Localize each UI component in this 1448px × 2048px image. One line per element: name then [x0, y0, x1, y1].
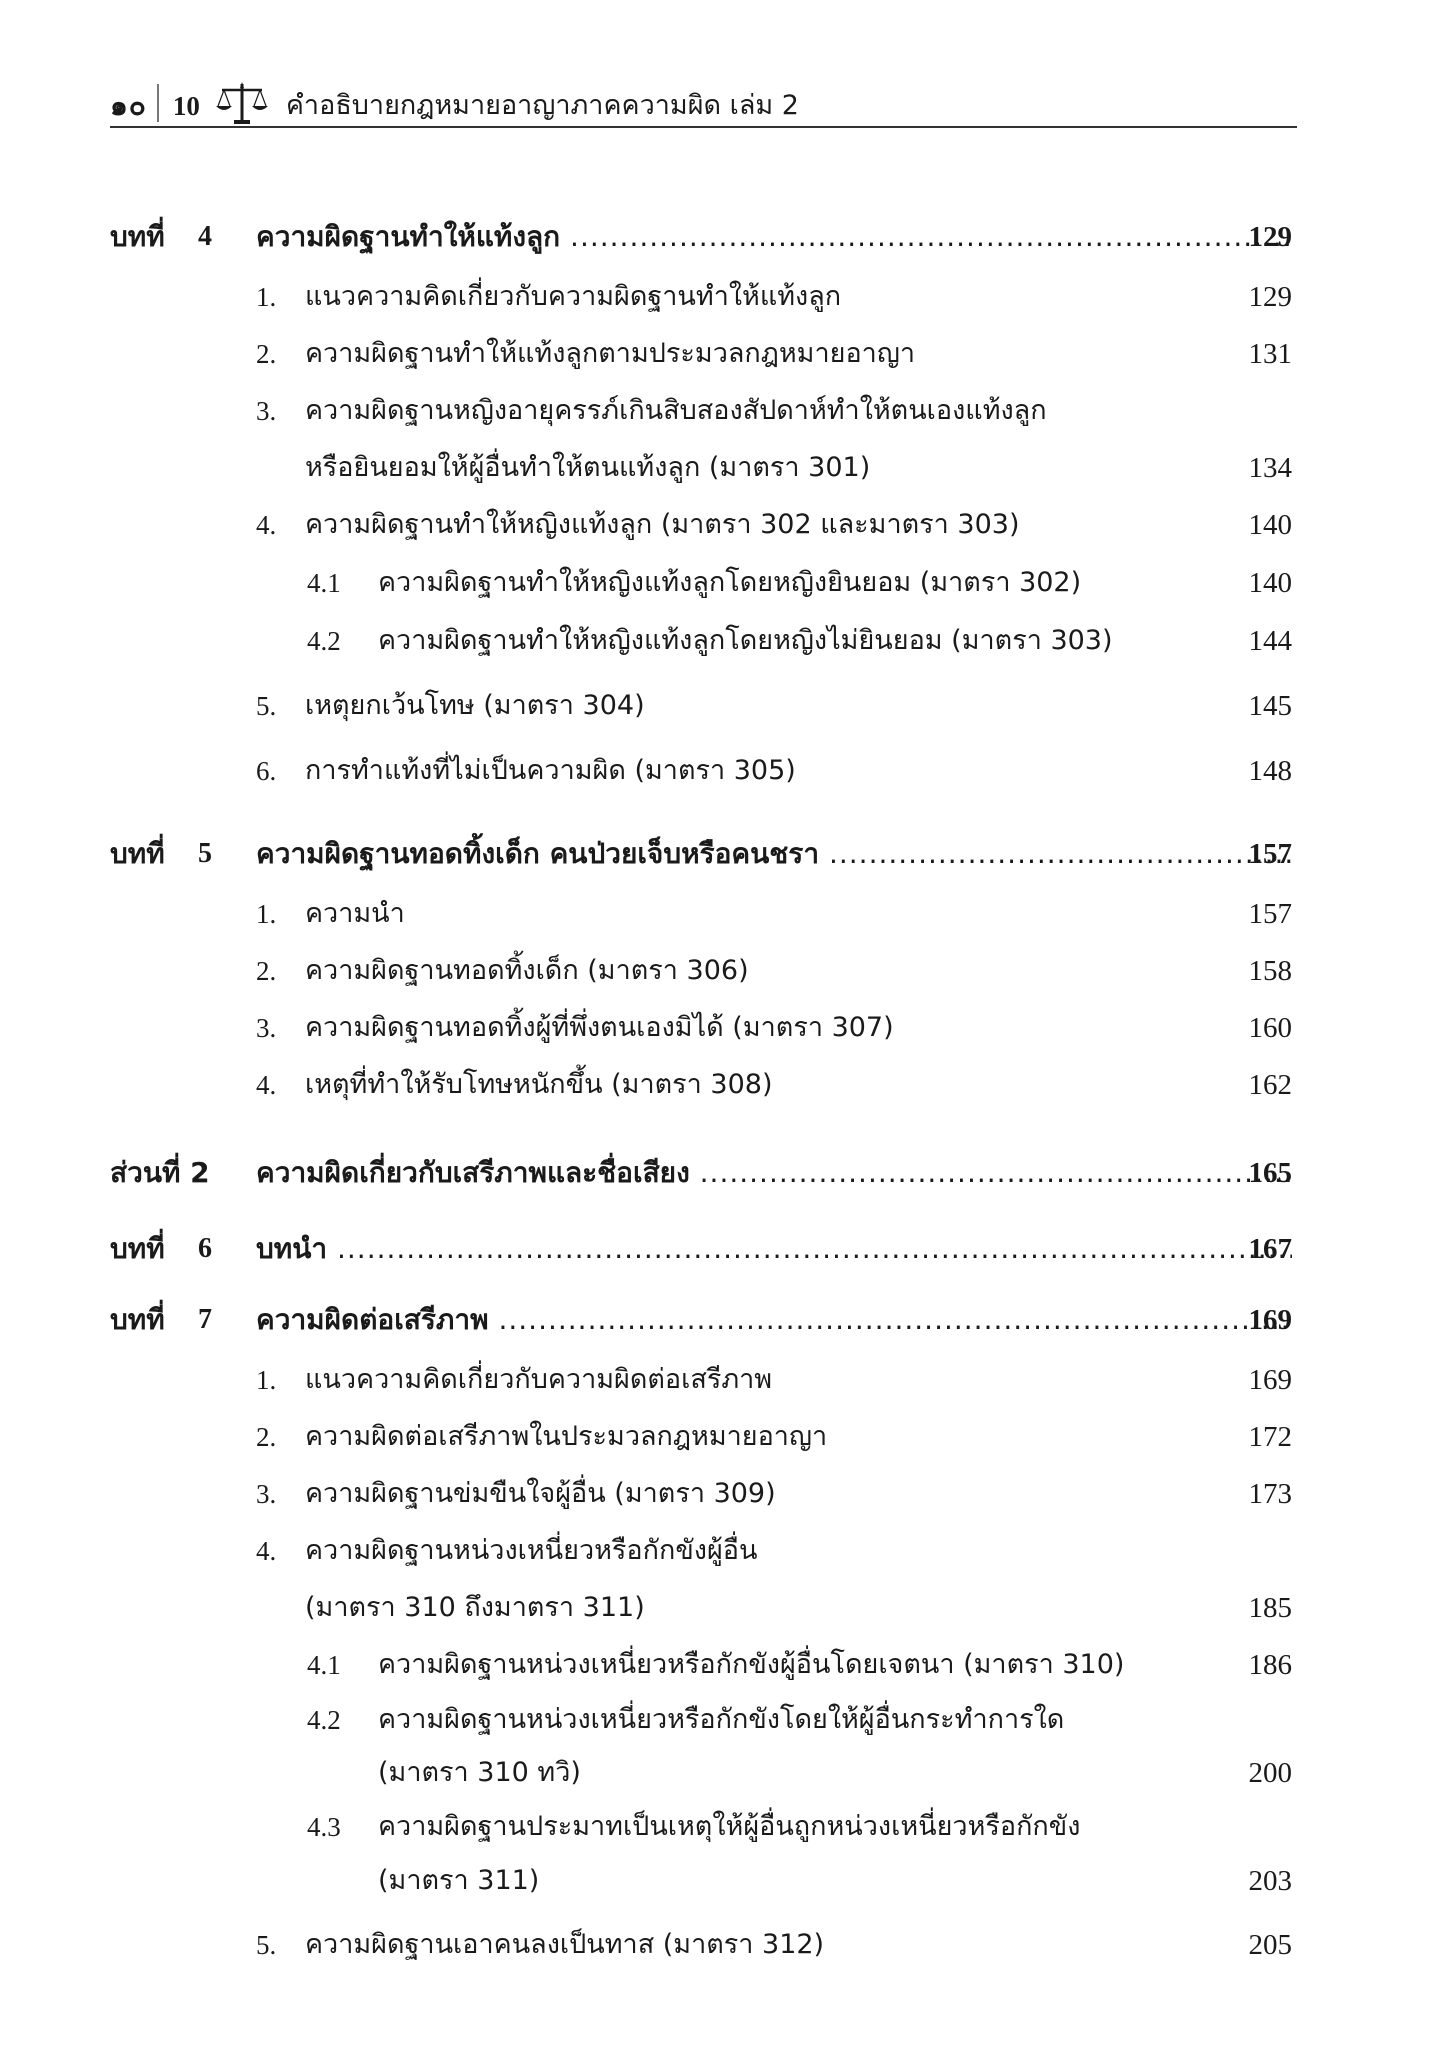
- book-title: คำอธิบายกฎหมายอาญาภาคความผิด เล่ม 2: [285, 90, 799, 121]
- item-text: ความผิดฐานหน่วงเหนี่ยวหรือกักขังผู้อื่น: [305, 1535, 758, 1566]
- toc-item[interactable]: [0, 1922, 1448, 1968]
- item-number: 4.1: [307, 568, 341, 598]
- chapter-number: 6: [198, 1233, 212, 1264]
- toc-chapter-5[interactable]: [0, 831, 1448, 877]
- toc-item[interactable]: [0, 1005, 1448, 1051]
- item-text: ความผิดฐานหน่วงเหนี่ยวหรือกักขังผู้อื่นโดยเจตนา (มาตรา 310): [378, 1649, 1125, 1680]
- item-number: 4.: [256, 1070, 277, 1100]
- page-ref: 162: [1248, 1069, 1292, 1101]
- toc-subitem[interactable]: [0, 560, 1448, 606]
- page-ref: 129: [1248, 281, 1292, 313]
- chapter-title: ความผิดฐานทำให้แท้งลูก .....: [256, 214, 1292, 260]
- item-text: แนวความคิดเกี่ยวกับความผิดฐานทำให้แท้งลูก: [305, 281, 842, 312]
- part-title: ความผิดเกี่ยวกับเสรีภาพและชื่อเสียง .....: [256, 1150, 1292, 1196]
- page-ref: 144: [1248, 625, 1292, 657]
- page-ref: 185: [1248, 1592, 1292, 1624]
- toc-item-continuation[interactable]: [0, 1585, 1448, 1631]
- item-text: เหตุยกเว้นโทษ (มาตรา 304): [305, 690, 645, 721]
- chapter-number: 5: [198, 838, 212, 869]
- item-text: ความผิดฐานทอดทิ้งผู้ที่พึ่งตนเองมิได้ (มาตรา 307): [305, 1012, 894, 1043]
- page-ref: 165: [1248, 1157, 1292, 1189]
- leader-dots: [690, 1156, 1292, 1189]
- toc-part-2[interactable]: [0, 1150, 1448, 1196]
- item-text: ความผิดต่อเสรีภาพในประมวลกฎหมายอาญา: [305, 1421, 828, 1452]
- page-ref: 129: [1248, 221, 1292, 253]
- toc-item[interactable]: [0, 1471, 1448, 1517]
- toc-item[interactable]: [0, 1357, 1448, 1403]
- item-number: 1.: [256, 1365, 277, 1395]
- page-ref: 160: [1248, 1012, 1292, 1044]
- item-number: 5.: [256, 1930, 277, 1960]
- toc-item[interactable]: [0, 502, 1448, 548]
- toc-item[interactable]: [0, 683, 1448, 729]
- page-ref: 140: [1248, 567, 1292, 599]
- page-ref: 186: [1248, 1649, 1292, 1681]
- item-text: ความนำ: [305, 898, 405, 929]
- item-text: ความผิดฐานทำให้หญิงแท้งลูกโดยหญิงยินยอม (มาตรา 302): [378, 567, 1082, 598]
- toc-subitem[interactable]: [0, 1804, 1448, 1850]
- item-number: 5.: [256, 691, 277, 721]
- item-text: ความผิดฐานเอาคนลงเป็นทาส (มาตรา 312): [305, 1929, 825, 1960]
- chapter-label: บทที่: [110, 1303, 165, 1336]
- toc-subitem-continuation[interactable]: [0, 1750, 1448, 1796]
- page-ref: 169: [1248, 1304, 1292, 1336]
- item-text: เหตุที่ทำให้รับโทษหนักขึ้น (มาตรา 308): [305, 1069, 773, 1100]
- item-number: 4.1: [307, 1650, 341, 1680]
- toc-subitem[interactable]: [0, 618, 1448, 664]
- item-text: ความผิดฐานหญิงอายุครรภ์เกินสิบสองสัปดาห์ทำให้ตนเองแท้งลูก: [305, 395, 1047, 426]
- item-number: 1.: [256, 282, 277, 312]
- item-text-continued: หรือยินยอมให้ผู้อื่นทำให้ตนแท้งลูก (มาตรา 301): [305, 452, 871, 483]
- toc-item[interactable]: [0, 748, 1448, 794]
- item-text: ความผิดฐานทำให้หญิงแท้งลูกโดยหญิงไม่ยินยอม (มาตรา 303): [378, 625, 1113, 656]
- item-text: ความผิดฐานหน่วงเหนี่ยวหรือกักขังโดยให้ผู้อื่นกระทำการใด: [378, 1704, 1065, 1735]
- item-number: 3.: [256, 1013, 277, 1043]
- item-number: 4.2: [307, 626, 341, 656]
- item-text-continued: (มาตรา 311): [378, 1865, 540, 1896]
- toc-chapter-4[interactable]: [0, 214, 1448, 260]
- page-ref: 140: [1248, 509, 1292, 541]
- toc-item[interactable]: [0, 1414, 1448, 1460]
- item-text: ความผิดฐานประมาทเป็นเหตุให้ผู้อื่นถูกหน่วงเหนี่ยวหรือกักขัง: [378, 1811, 1081, 1842]
- page-ref: 158: [1248, 955, 1292, 987]
- toc-subitem-continuation[interactable]: [0, 1858, 1448, 1904]
- item-number: 4.2: [307, 1705, 341, 1735]
- item-number: 4.3: [307, 1812, 341, 1842]
- page-ref: 172: [1248, 1421, 1292, 1453]
- item-text-continued: (มาตรา 310 ทวิ): [378, 1757, 581, 1788]
- chapter-label: บทที่: [110, 220, 165, 253]
- item-text: การทำแท้งที่ไม่เป็นความผิด (มาตรา 305): [305, 755, 796, 786]
- toc-chapter-7[interactable]: [0, 1297, 1448, 1343]
- leader-dots: [819, 837, 1292, 870]
- chapter-label: บทที่: [110, 1232, 165, 1265]
- item-number: 3.: [256, 1479, 277, 1509]
- leader-dots: [560, 220, 1292, 253]
- chapter-title: บทนำ .....: [256, 1226, 1292, 1272]
- item-text: แนวความคิดเกี่ยวกับความผิดต่อเสรีภาพ: [305, 1364, 773, 1395]
- toc-item[interactable]: [0, 331, 1448, 377]
- item-number: 4.: [256, 1536, 277, 1566]
- toc-item[interactable]: [0, 1528, 1448, 1574]
- page-ref: 145: [1248, 690, 1292, 722]
- item-text: ความผิดฐานทำให้หญิงแท้งลูก (มาตรา 302 และมาตรา 303): [305, 509, 1020, 540]
- chapter-title: ความผิดต่อเสรีภาพ .....: [256, 1297, 1292, 1343]
- toc-item[interactable]: [0, 891, 1448, 937]
- toc-item[interactable]: [0, 274, 1448, 320]
- item-number: 4.: [256, 510, 277, 540]
- item-text: ความผิดฐานข่มขืนใจผู้อื่น (มาตรา 309): [305, 1478, 776, 1509]
- item-number: 1.: [256, 899, 277, 929]
- page-ref: 148: [1248, 755, 1292, 787]
- item-number: 6.: [256, 756, 277, 786]
- item-text: ความผิดฐานทำให้แท้งลูกตามประมวลกฎหมายอาญา: [305, 338, 916, 369]
- page-ref: 157: [1248, 898, 1292, 930]
- item-text: ความผิดฐานทอดทิ้งเด็ก (มาตรา 306): [305, 955, 749, 986]
- toc-subitem[interactable]: [0, 1697, 1448, 1743]
- item-number: 2.: [256, 1422, 277, 1452]
- part-label: ส่วนที่ 2: [110, 1156, 210, 1189]
- page-ref: 173: [1248, 1478, 1292, 1510]
- toc-subitem[interactable]: [0, 1642, 1448, 1688]
- item-number: 3.: [256, 396, 277, 426]
- page-ref: 203: [1248, 1865, 1292, 1897]
- item-text-continued: (มาตรา 310 ถึงมาตรา 311): [305, 1592, 645, 1623]
- item-number: 2.: [256, 339, 277, 369]
- item-number: 2.: [256, 956, 277, 986]
- page-ref: 169: [1248, 1364, 1292, 1396]
- thai-page-number: ๑๐: [110, 89, 147, 122]
- page-ref: 167: [1248, 1233, 1292, 1265]
- chapter-label: บทที่: [110, 837, 165, 870]
- toc-item[interactable]: [0, 1062, 1448, 1108]
- leader-dots: [327, 1232, 1292, 1265]
- toc-item-continuation[interactable]: [0, 445, 1448, 491]
- page-ref: 200: [1248, 1757, 1292, 1789]
- toc-item[interactable]: [0, 948, 1448, 994]
- chapter-number: 7: [198, 1304, 212, 1335]
- page-ref: 134: [1248, 452, 1292, 484]
- page-ref: 131: [1248, 338, 1292, 370]
- page-number: 10: [172, 91, 200, 121]
- page-ref: 205: [1248, 1929, 1292, 1961]
- page-ref: 157: [1248, 838, 1292, 870]
- chapter-title: ความผิดฐานทอดทิ้งเด็ก คนป่วยเจ็บหรือคนชรา .....: [256, 831, 1292, 877]
- toc-item[interactable]: [0, 388, 1448, 434]
- toc-chapter-6[interactable]: [0, 1226, 1448, 1272]
- chapter-number: 4: [198, 221, 212, 252]
- leader-dots: [489, 1303, 1292, 1336]
